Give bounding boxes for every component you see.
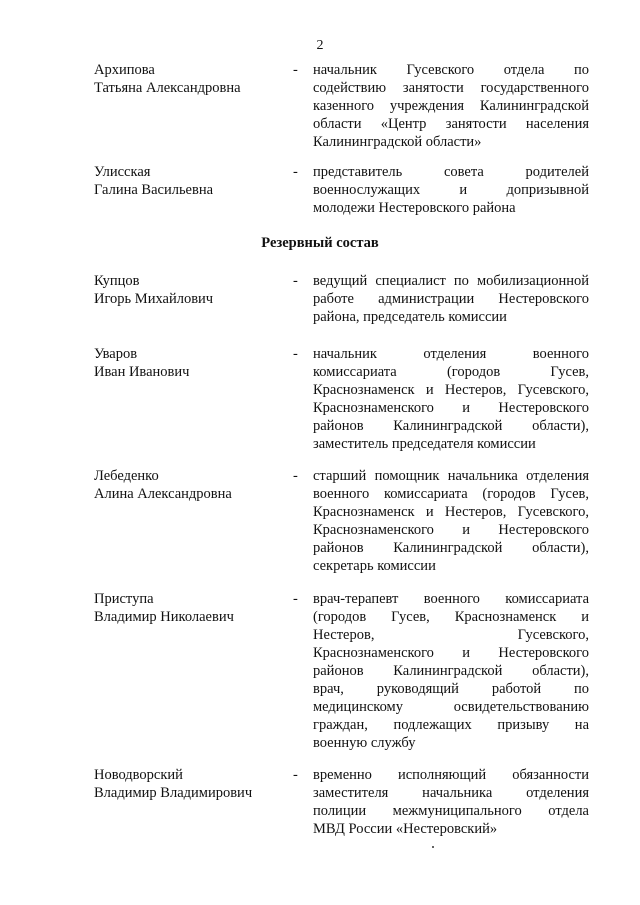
member-position	[313, 766, 589, 838]
member-position	[313, 345, 589, 453]
section-title-reserve: Резервный состав	[261, 235, 379, 251]
position-line: области «Центр занятости населения	[313, 116, 589, 132]
member-name	[94, 163, 284, 199]
entry-dash: -	[293, 346, 298, 362]
member-surname: Новодворский	[94, 767, 183, 783]
member-surname: Архипова	[94, 62, 155, 78]
position-line: военного комиссариата (городов Гусев,	[313, 486, 589, 502]
position-line: районов Калининградской области),	[313, 663, 589, 679]
position-line: работе администрации Нестеровского	[313, 291, 589, 307]
member-given-names: Игорь Михайлович	[94, 291, 214, 307]
position-line: старший помощник начальника отделения	[313, 468, 589, 484]
position-line: военную службу	[313, 735, 416, 751]
position-line: районов Калининградской области),	[313, 418, 589, 434]
member-surname: Улисская	[94, 164, 151, 180]
position-line: граждан, подлежащих призыву на	[313, 717, 589, 733]
position-line: врач-терапевт военного комиссариата	[313, 591, 589, 607]
member-name	[94, 590, 284, 626]
member-surname: Купцов	[94, 273, 140, 289]
position-line: ведущий специалист по мобилизационной	[313, 273, 589, 289]
position-line: (городов Гусев, Краснознаменск и	[313, 609, 589, 625]
position-line: Калининградской области»	[313, 134, 482, 150]
member-given-names: Владимир Николаевич	[94, 609, 234, 625]
stray-dot-mark	[432, 846, 434, 848]
position-line: полиции межмуниципального отдела	[313, 803, 589, 819]
member-position	[313, 272, 589, 326]
member-given-names: Владимир Владимирович	[94, 785, 253, 801]
position-line: заместителя начальника отделения	[313, 785, 589, 801]
member-given-names: Иван Иванович	[94, 364, 190, 380]
position-line: молодежи Нестеровского района	[313, 200, 516, 216]
member-surname: Лебеденко	[94, 468, 159, 484]
entry-dash: -	[293, 591, 298, 607]
position-line: Краснознаменского и Нестеровского	[313, 522, 589, 538]
member-surname: Уваров	[94, 346, 138, 362]
position-line: секретарь комиссии	[313, 558, 436, 574]
member-given-names: Татьяна Александровна	[94, 80, 241, 96]
member-position	[313, 163, 589, 217]
position-line: медицинскому освидетельствованию	[313, 699, 589, 715]
member-given-names: Галина Васильевна	[94, 182, 214, 198]
position-line: района, председатель комиссии	[313, 309, 507, 325]
position-line: Краснознаменск и Нестеров, Гусевского,	[313, 382, 589, 398]
entry-dash: -	[293, 273, 298, 289]
position-line: начальник отделения военного	[313, 346, 589, 362]
member-name	[94, 345, 284, 381]
position-line: временно исполняющий обязанности	[313, 767, 589, 783]
position-line: МВД России «Нестеровский»	[313, 821, 498, 837]
position-line: начальник Гусевского отдела по	[313, 62, 589, 78]
position-line: Краснознаменск и Нестеров, Гусевского,	[313, 504, 589, 520]
member-given-names: Алина Александровна	[94, 486, 232, 502]
position-line: Нестеров, Гусевского,	[313, 627, 589, 643]
page-number: 2	[316, 38, 324, 53]
entry-dash: -	[293, 767, 298, 783]
entry-dash: -	[293, 164, 298, 180]
entry-dash: -	[293, 468, 298, 484]
position-line: казенного учреждения Калининградской	[313, 98, 589, 114]
member-position	[313, 590, 589, 752]
member-name	[94, 467, 284, 503]
position-line: Краснознаменского и Нестеровского	[313, 645, 589, 661]
member-name	[94, 766, 284, 802]
member-surname: Приступа	[94, 591, 154, 607]
position-line: комиссариата (городов Гусев,	[313, 364, 589, 380]
position-line: военнослужащих и допризывной	[313, 182, 589, 198]
position-line: заместитель председателя комиссии	[313, 436, 536, 452]
member-name	[94, 272, 284, 308]
position-line: Краснознаменского и Нестеровского	[313, 400, 589, 416]
entry-dash: -	[293, 62, 298, 78]
position-line: представитель совета родителей	[313, 164, 589, 180]
position-line: содействию занятости государственного	[313, 80, 589, 96]
member-position	[313, 61, 589, 151]
position-line: врач, руководящий работой по	[313, 681, 589, 697]
member-position	[313, 467, 589, 575]
member-name	[94, 61, 284, 97]
position-line: районов Калининградской области),	[313, 540, 589, 556]
